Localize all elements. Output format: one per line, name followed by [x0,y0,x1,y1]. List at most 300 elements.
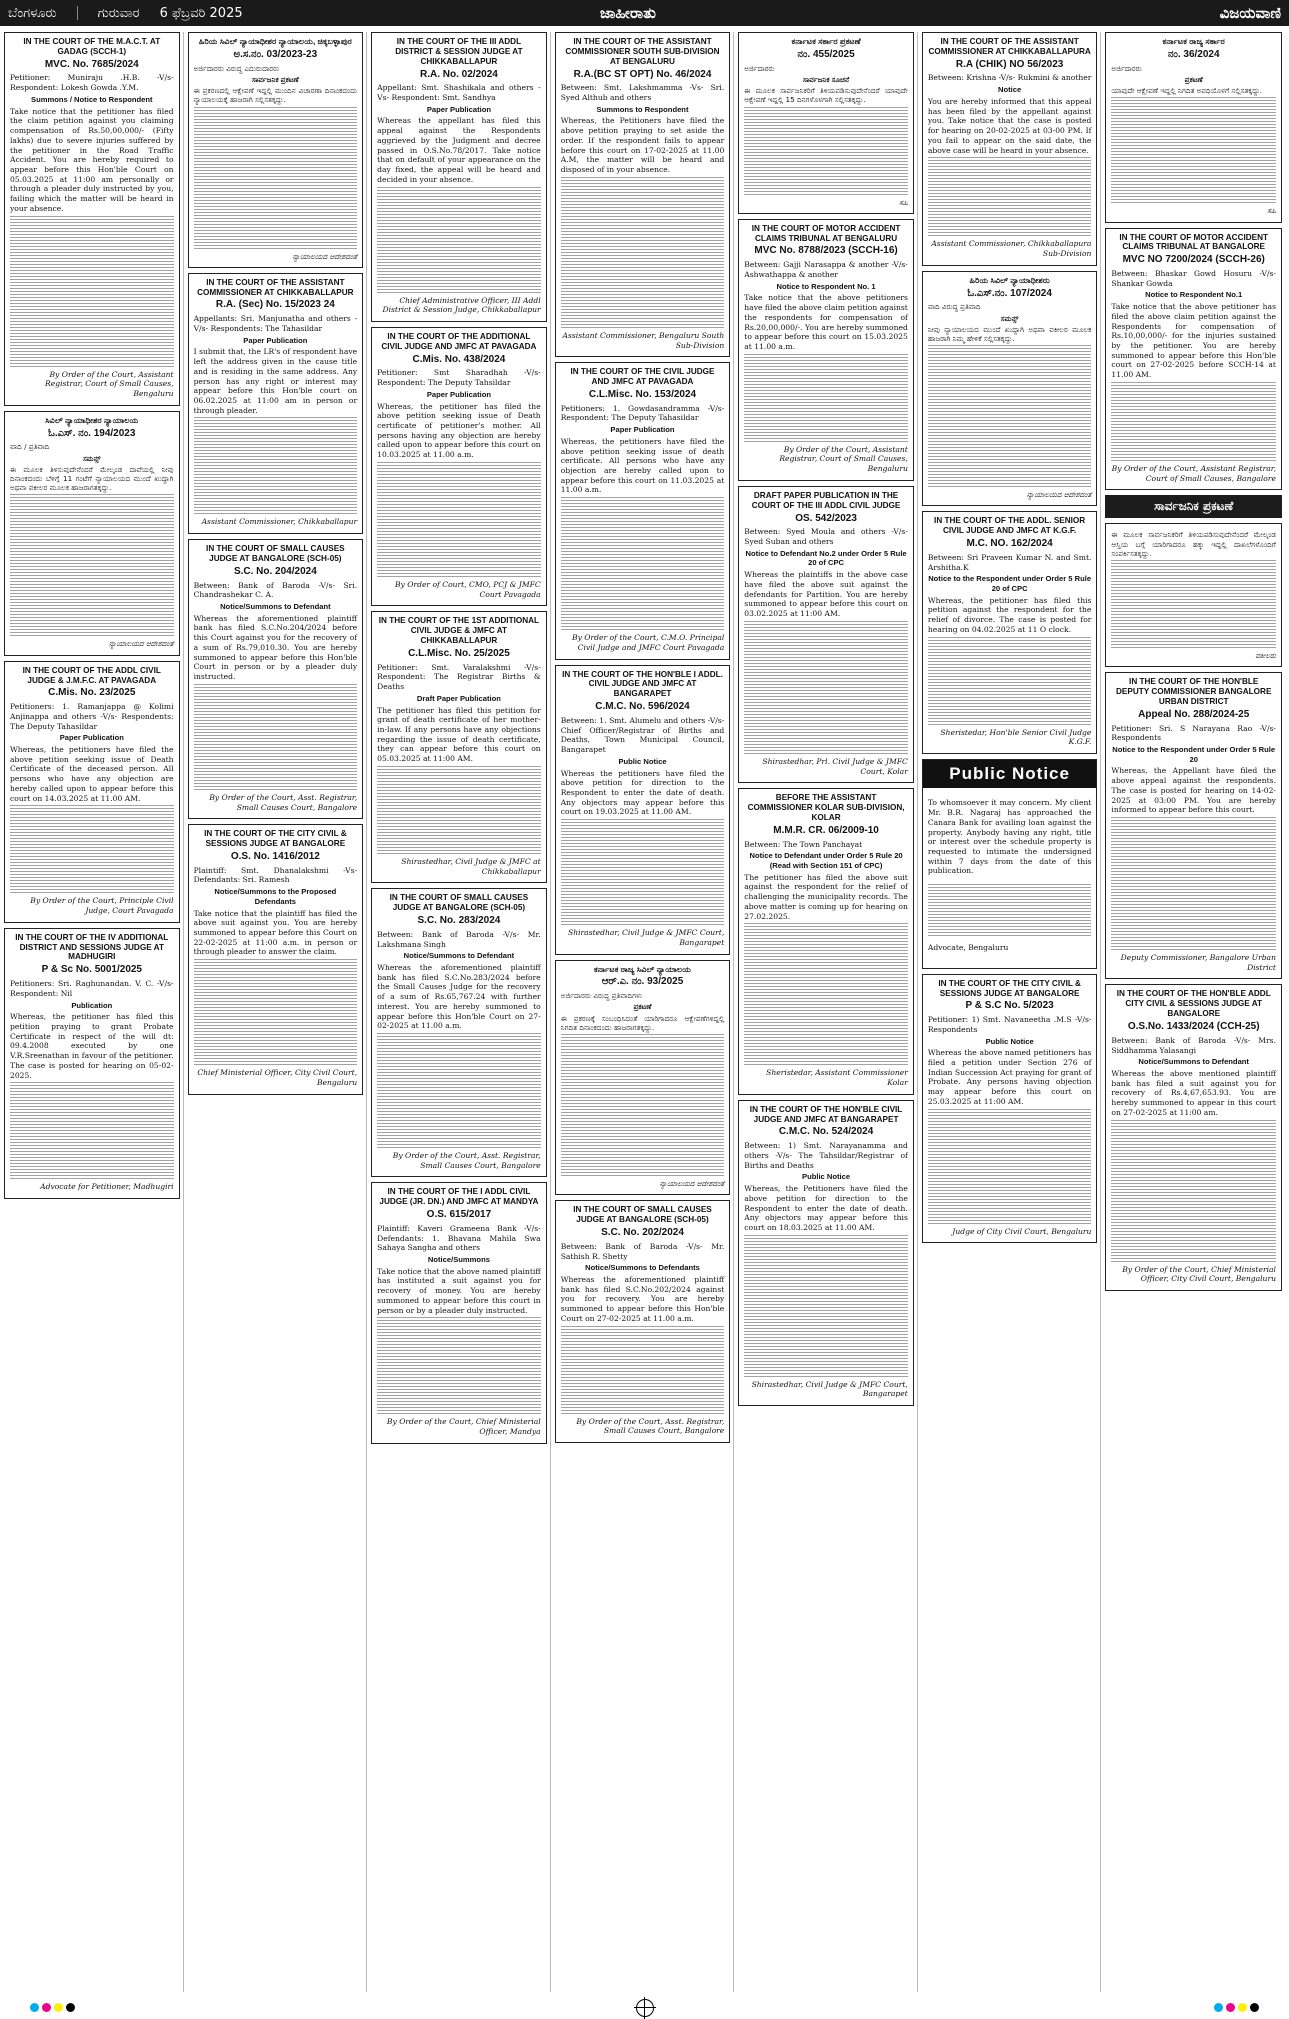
text-lines [744,1370,908,1377]
notice-parties: Petitioner: 1) Smt. Navaneetha .M.S -V/s- Respondents [927,1015,1092,1034]
text-lines [10,234,174,241]
notice-subject: Public Notice [802,1172,851,1182]
text-lines [10,297,174,304]
text-lines [377,1123,541,1130]
text-lines [744,693,908,700]
notice-parties: ಅರ್ಜಿದಾರರು ವಿರುದ್ಧ ಎದುರುದಾರರು [193,63,280,73]
text-lines [194,224,358,231]
text-lines [1111,1165,1276,1172]
text-lines [744,426,908,433]
text-lines [377,552,541,559]
notice-signature: By Order of the Court, Principle Civil Judge, Court Pavagada [30,896,174,916]
text-lines [561,1070,725,1077]
text-lines [377,462,541,469]
notice-box [1105,32,1282,223]
text-lines [561,1398,725,1405]
notice-case-number: Appeal No. 288/2024-25 [1138,708,1250,720]
notice-column [555,32,735,1992]
text-lines [377,1380,541,1387]
notice-parties: Between: Bank of Baroda -V/s- Mrs. Siddhamma Yalasangi [1111,1035,1276,1055]
text-lines [928,363,1092,370]
notice-box [555,665,731,955]
text-lines [561,524,725,531]
text-lines [928,1163,1092,1170]
text-lines [10,530,174,537]
text-lines [1111,1201,1276,1208]
text-lines [1111,835,1276,842]
text-lines [561,195,725,202]
text-lines [561,864,725,871]
notice-court-title: IN THE COURT OF THE ADDL. SENIOR CIVIL JUDGE AND JMFC AT K.G.F. [934,516,1086,536]
text-lines [10,225,174,232]
text-lines [1111,382,1276,389]
text-lines [928,911,1092,918]
notice-case-number: S.C. No. 283/2024 [417,914,501,926]
text-lines [1111,560,1276,567]
text-lines [744,1307,908,1314]
text-lines [928,220,1092,227]
text-lines [744,968,908,975]
notice-parties: Plaintiff: Kaveri Grameena Bank -V/s- Defendants: 1. Bhavana Mahila Swa Sahaya Sangha and others [377,1223,541,1253]
text-lines [561,506,725,513]
notice-parties: Appellants: Sri. Manjunatha and others -V/s- Respondents: The Tahasildar [193,314,358,333]
notice-box [738,788,914,1095]
text-lines [1111,1210,1276,1217]
text-lines [561,303,725,310]
notice-signature: By Order of the Court, Assistant Registrar, Court of Small Causes, Bengaluru [45,369,174,398]
notice-text: Whereas, the petitioner has filed the above petition seeking issue of Death certificate of petitioner's mother. All persons having any objection are hereby called upon to appear before this court on 10.03.2025 at 11.00 a.m. [377,401,541,460]
notice-parties: Between: Sri Praveen Kumar N. and Smt. Arshitha.K [927,552,1092,572]
text-lines [194,774,358,781]
text-lines [10,360,174,367]
notice-court-title: IN THE COURT OF THE ADDL CIVIL JUDGE & J.M.F.C. AT PAVAGADA [22,665,161,685]
text-lines [194,729,358,736]
notice-subject: ಸಾರ್ವಜನಿಕ ಪ್ರಕಟಣೆ [251,74,299,84]
notice-court-title: IN THE COURT OF THE HON'BLE DEPUTY COMMISSIONER BANGALORE URBAN DISTRICT [1115,677,1272,706]
text-lines [194,435,358,442]
text-lines [377,286,541,293]
text-lines [561,819,725,826]
text-lines [1111,178,1276,185]
text-lines [1111,1129,1276,1136]
text-lines [1111,1120,1276,1127]
notice-court-title: IN THE COURT OF THE III ADDL DISTRICT & SESSION JUDGE AT CHIKKABALLAPUR [395,37,523,66]
text-lines [744,1262,908,1269]
text-lines [561,285,725,292]
notice-case-number: M.C. NO. 162/2024 [966,538,1053,550]
text-lines [744,1022,908,1029]
text-lines [561,1097,725,1104]
notice-box [188,539,364,819]
notice-box [188,32,364,268]
notice-parties: Petitioners: Sri. Raghunandan. V. C. -V/s- Respondent: Nil [10,979,174,998]
text-lines [377,498,541,505]
text-lines [744,1031,908,1038]
text-lines [1111,907,1276,914]
text-lines [561,312,725,319]
text-lines [928,157,1092,164]
notice-parties: Between: Bhaskar Gowd Hosuru -V/s- Shankar Gowda [1111,269,1276,288]
text-lines [561,1344,725,1351]
text-lines [1111,196,1276,203]
notice-court-title: ಕರ್ನಾಟಕ ರಾಜ್ಯ ಸರ್ಕಾರ [1162,37,1225,46]
notice-case-number: C.M.C. No. 596/2024 [595,701,690,713]
text-lines [194,702,358,709]
text-lines [1111,1192,1276,1199]
notice-text: ಈ ಪ್ರಕರಣಕ್ಕೆ ಸಂಬಂಧಿಸಿದಂತೆ ಯಾರಿಗಾದರೂ ಆಕ್ಷೇಪಣೆಗಳಿದ್ದಲ್ಲಿ ನಿಗದಿತ ದಿನಾಂಕದಂದು ಹಾಜರಾಗತಕ್ಕದ್ದು. [560,1013,725,1032]
text-lines [194,711,358,718]
masthead-paper-name: ವಿಜಯವಾಣಿ [1219,4,1281,22]
text-lines [744,720,908,727]
text-lines [561,909,725,916]
text-lines [928,646,1092,653]
text-lines [10,1154,174,1161]
notice-parties: Petitioners: 1. Ramanjappa @ Kolimi Anjinappa and others -V/s- Respondents: The Deputy Tahasildar [10,702,174,731]
text-lines [10,1109,174,1116]
text-lines [928,444,1092,451]
text-lines [377,1069,541,1076]
notice-court-title: ಹಿರಿಯ ಸಿವಿಲ್ ನ್ಯಾಯಾಧೀಶರು [969,275,1050,285]
notice-signature: Assistant Commissioner, Bengaluru South Sub-Division [562,330,725,350]
notice-text: Whereas the above mentioned plaintiff bank has filed a suit against you for recovery of Rs.4,67,653.93. You are hereby summoned to appear in this court on 27-02-2025 at 11:00 am. [1111,1068,1276,1117]
notice-signature: Shirastedhar, Civil Judge & JMFC at Chikkaballapur [401,856,541,876]
text-lines [561,918,725,925]
notice-signature: By Order of the Court, Asst. Registrar, Small Causes Court, Bangalore [392,1150,541,1170]
text-lines [194,783,358,790]
notice-subject: ಸಾರ್ವಜನಿಕ ಸೂಚನೆ [802,74,850,84]
yellow-mark [54,2003,63,2012]
notice-subject: Paper Publication [610,425,675,435]
text-lines [744,179,908,186]
text-lines [744,621,908,628]
text-lines [928,211,1092,218]
notice-parties: ಅರ್ಜಿದಾರರು [744,63,775,73]
notice-parties: Petitioner: Sri. S Narayana Rao -V/s- Respondents [1111,723,1276,743]
text-lines [744,1244,908,1251]
text-lines [561,1353,725,1360]
text-lines [10,1163,174,1170]
text-lines [561,1371,725,1378]
text-lines [928,1181,1092,1188]
text-lines [377,543,541,550]
text-lines [561,276,725,283]
text-lines [561,551,725,558]
notice-text: Take notice that the above petitioner has filed the above claim petition against the Respondents for compensation of Rs.10,00,000/- for the injuries sustained by the petitioner. You are hereby summoned to appear before this Hon'ble court on 27-02-2025 before SCCH-14 at 11.00 AM. [1111,302,1276,380]
text-lines [10,539,174,546]
text-lines [1111,862,1276,869]
text-lines [561,1335,725,1342]
text-lines [194,134,358,141]
notice-box [371,327,547,606]
text-lines [744,390,908,397]
text-lines [1111,916,1276,923]
text-lines [928,480,1092,487]
text-lines [10,270,174,277]
text-lines [744,399,908,406]
yellow-mark [1238,2003,1247,2012]
notice-case-number: ಆರ್.ಎ. ನಂ. 93/2025 [601,976,684,988]
text-lines [561,1362,725,1369]
notice-signature: By Order of the Court, Chief Ministerial Officer, City Civil Court, Bengaluru [1122,1264,1276,1284]
notice-text: ಯಾವುದೇ ಆಕ್ಷೇಪಣೆ ಇದ್ದಲ್ಲಿ ನಿಗದಿತ ಅವಧಿಯೊಳಗೆ ಸಲ್ಲಿಸತಕ್ಕದ್ದು. [1111,86,1263,96]
notice-box [738,32,914,214]
section-banner: ಸಾರ್ವಜನಿಕ ಪ್ರಕಟಣೆ [1105,495,1282,518]
text-lines [1111,436,1276,443]
text-lines [377,847,541,854]
notice-subject: Public Notice [985,1036,1034,1046]
notice-case-number: C.L.Misc. No. 153/2024 [588,388,697,400]
text-lines [10,868,174,875]
notice-case-number: P & Sc No. 5001/2025 [41,964,142,976]
text-lines [10,611,174,618]
notice-parties: ಅರ್ಜಿದಾರರು ವಿರುದ್ಧ ಪ್ರತಿವಾದಿಗಳು [560,991,643,1001]
notice-court-title: ಕರ್ನಾಟಕ ಸರ್ಕಾರ ಪ್ರಕಟಣೆ [791,37,861,46]
text-lines [561,321,725,328]
text-lines [377,1078,541,1085]
notice-text: Whereas, the petitioners have filed the above petition seeking issue of death certificate. All persons who have any objection are hereby called upon to appear before this court on 11.03.2025 at 11.00 a.m. [560,436,725,495]
text-lines [744,1058,908,1065]
notice-text: ನೀವು ನ್ಯಾಯಾಲಯದ ಮುಂದೆ ಖುದ್ದಾಗಿ ಅಥವಾ ವಕೀಲರ ಮೂಲಕ ಹಾಜರಾಗಿ ನಿಮ್ಮ ಹೇಳಿಕೆ ಸಲ್ಲಿಸತಕ್ಕದ್ದು. [927,324,1092,343]
text-lines [1111,418,1276,425]
text-lines [377,241,541,248]
text-lines [1111,124,1276,131]
text-lines [744,152,908,159]
text-lines [928,202,1092,209]
text-lines [561,1133,725,1140]
text-lines [1111,925,1276,932]
text-lines [377,1326,541,1333]
text-lines [10,841,174,848]
notice-signature: Shirastedhar, Prl. Civil Judge & JMFC Court, Kolar [762,756,908,776]
notice-court-title: IN THE COURT OF MOTOR ACCIDENT CLAIMS TRIBUNAL AT BANGALORE [1119,232,1269,252]
notice-case-number: OS. 542/2023 [795,512,857,524]
notice-subject: Notice/Summons to Defendants [585,1263,700,1273]
notice-text: ಈ ಮೂಲಕ ಸಾರ್ವಜನಿಕರಿಗೆ ತಿಳಿಯಪಡಿಸುವುದೇನೆಂದರೆ ಮೇಲ್ಕಂಡ ಆಸ್ತಿಯ ಬಗ್ಗೆ ಯಾರಿಗಾದರೂ ಹಕ್ಕು ಇದ್ದಲ್ಲಿ ದಾಖಲೆಗಳೊಂದಿಗೆ ಸಂಪರ್ಕಿಸತಕ್ಕದ್ದು. [1111,530,1276,558]
text-lines [377,196,541,203]
text-lines [744,134,908,141]
notice-parties: Between: Syed Moula and others -V/s- Syed Suban and others [744,527,908,547]
notice-subject: Notice to Respondent No. 1 [776,281,876,291]
text-lines [928,1199,1092,1206]
text-lines [1111,1219,1276,1226]
notice-court-title: IN THE COURT OF THE M.A.C.T. AT GADAG (SCCH-1) [23,37,161,56]
notice-text: Whereas, the Appellant have filed the above appeal against the respondents. The case is posted for hearing on 14-02-2025 at 03:00 PM. You are hereby informed to appear before this court. [1111,766,1276,815]
notice-body [923,788,1097,964]
text-lines [928,408,1092,415]
notice-court-title: ಸಿವಿಲ್ ನ್ಯಾಯಾಧೀಶರ ನ್ಯಾಯಾಲಯ [45,415,139,425]
text-lines [1111,409,1276,416]
text-lines [10,261,174,268]
notice-text: You are hereby informed that this appeal has been filed by the appellant against you. Take notice that the case is posted for hearing on 20-02-2025 at 03-00 PM. If you fail to appear on the said date, the above case will be heard in your absence. [927,96,1092,155]
text-lines [377,1371,541,1378]
text-lines [1111,454,1276,461]
text-lines [1111,898,1276,905]
notice-box [555,32,731,357]
text-lines [928,700,1092,707]
notice-court-title: DRAFT PAPER PUBLICATION IN THE COURT OF THE III ADDL CIVIL JUDGE [751,490,901,510]
text-lines [561,1124,725,1131]
text-lines [194,720,358,727]
text-lines [744,381,908,388]
text-lines [10,805,174,812]
text-lines [561,1389,725,1396]
notice-column [738,32,918,1992]
notice-subject: Notice to Respondent No.1 [1145,290,1243,300]
notice-subject: Notice to the Respondent under Order 5 Rule 20 of CPC [928,574,1092,594]
text-lines [561,204,725,211]
notice-parties: Appellant: Smt. Shashikala and others -Vs- Respondent: Smt. Sandhya [377,83,541,103]
text-lines [928,691,1092,698]
text-lines [744,950,908,957]
text-lines [744,107,908,114]
text-lines [10,1136,174,1143]
notice-text: ಈ ಮೂಲಕ ತಿಳಿಸುವುದೇನೆಂದರೆ ಮೇಲ್ಕಂಡ ದಾವೆಯಲ್ಲಿ ನೀವು ದಿನಾಂಕದಂದು ಬೆಳಿಗ್ಗೆ 11 ಗಂಟೆಗೆ ನ್ಯಾಯಾಲಯದ ಮುಂದೆ ಖುದ್ದಾಗಿ ಅಥವಾ ವಕೀಲರ ಮೂಲಕ ಹಾಜರಾಗತಕ್ಕದ್ದು. [10,464,174,493]
text-lines [377,471,541,478]
notice-signature: Chief Ministerial Officer, City Civil Court, Bengaluru [197,1068,358,1087]
text-lines [1111,187,1276,194]
text-lines [194,462,358,469]
text-lines [561,1326,725,1333]
text-lines [744,702,908,709]
text-lines [744,630,908,637]
text-lines [377,480,541,487]
notice-box [1105,984,1282,1291]
notice-signature: Sheristedar, Assistant Commissioner Kolar [766,1068,908,1088]
text-lines [744,959,908,966]
notice-signature: By Order of the Court, Assistant Registrar, Court of Small Causes, Bangalore [1111,463,1276,483]
text-lines [561,614,725,621]
notice-signature: By Order of the Court, Asst. Registrar, Small Causes Court, Bangalore [209,792,358,812]
notice-text: Take notice that the above petitioners have filed the above claim petition against the respondents for compensation of Rs.20,00,000/-. You are hereby summoned to appear before this court on 15.03.2025 at 11.00 a.m. [744,293,908,351]
notice-box [738,219,914,481]
text-lines [928,902,1092,909]
notice-case-number: ಓ.ಎಸ್.ನಂ. 107/2024 [967,287,1052,299]
color-registration-marks-left [30,2003,75,2012]
text-lines [744,1343,908,1350]
text-lines [928,637,1092,644]
text-lines [928,417,1092,424]
text-lines [377,1096,541,1103]
notice-case-number: R.A. (Sec) No. 15/2023 24 [215,299,335,311]
text-lines [744,161,908,168]
text-lines [194,233,358,240]
text-lines [377,232,541,239]
text-lines [561,1052,725,1059]
crop-registration-mark [636,1999,654,2017]
text-lines [194,684,358,691]
notice-parties: Between: Krishna -V/s- Rukmini & another [927,73,1092,83]
text-lines [1111,115,1276,122]
text-lines [1111,160,1276,167]
notice-signature: Advocate, Bengaluru [927,943,1009,953]
text-lines [377,1389,541,1396]
text-lines [1111,1255,1276,1262]
notice-case-number: O.S. No. 1416/2012 [230,850,320,862]
notice-case-number: C.L.Misc. No. 25/2025 [408,647,510,659]
text-lines [561,882,725,889]
notice-signature: ಸಹಿ [899,197,908,207]
text-lines [744,738,908,745]
notice-parties: Petitioner: Smt. Varalakshmi -V/s- Respondent: The Registrar Births & Deaths [377,662,541,692]
text-lines [194,959,358,966]
text-lines [10,1082,174,1089]
notice-parties: Between: Bank of Baroda -V/s- Mr. Sathish R. Shetty [560,1241,725,1261]
text-lines [194,206,358,213]
notice-case-number: R.A (CHIK) NO 56/2023 [955,58,1064,70]
notice-case-number: R.A.(BC ST OPT) No. 46/2024 [573,68,712,80]
text-lines [561,623,725,630]
magenta-mark [42,2003,51,2012]
notice-signature: Assistant Commissioner, Chikkaballapur [201,517,358,527]
text-lines [1111,169,1276,176]
text-lines [1111,142,1276,149]
text-lines [10,288,174,295]
text-lines [561,1380,725,1387]
text-lines [561,1115,725,1122]
text-lines [194,242,358,249]
notice-text: Whereas, the petitioner has filed this petition against the respondent for the relief of divorce. The case is posted for hearing on 04.02.2025 at 11 O clock. [927,595,1092,634]
notice-court-title: IN THE COURT OF THE HON'BLE ADDL CITY CIVIL & SESSIONS JUDGE AT BANGALORE [1116,989,1271,1019]
notice-court-title: IN THE COURT OF THE ASSISTANT COMMISSIONER SOUTH SUB-DIVISION AT BENGALURU [565,37,720,66]
cyan-mark [30,2003,39,2012]
text-lines [928,453,1092,460]
text-lines [744,1280,908,1287]
notice-case-number: MVC NO 7200/2024 (SCCH-26) [1122,254,1265,266]
text-lines [377,1060,541,1067]
text-lines [561,569,725,576]
text-lines [194,170,358,177]
text-lines [377,1398,541,1405]
black-mark [1250,2003,1259,2012]
text-lines [1111,596,1276,603]
text-lines [744,188,908,195]
text-lines [561,587,725,594]
text-lines [928,462,1092,469]
notice-parties: Between: Bank of Baroda -V/s- Sri. Chandrashekar C. A. [193,580,358,600]
notice-case-number: MVC. No. 7685/2024 [44,58,139,70]
text-lines [561,497,725,504]
text-lines [194,1022,358,1029]
text-lines [377,1033,541,1040]
text-lines [928,1208,1092,1215]
text-lines [194,143,358,150]
text-lines [744,116,908,123]
notice-text: Whereas the appellant has filed this appeal against the Respondents aggrieved by the Judgment and decree passed in O.S.No.78/2017. Take notice that on default of your appearance on the day fixed, the appeal will be heard and decided in your absence. [377,116,541,184]
notice-signature: By Order of the Court, Chief Ministerial Officer, Mandya [386,1417,541,1437]
notice-text: The petitioner has filed this petition for grant of death certificate of her mother-in-law. If any persons have any objections regarding the issue of death certificate, they can appear before this court on 05.03.2025 at 11:00 AM. [377,705,541,764]
notice-box [371,1182,547,1443]
text-lines [377,507,541,514]
text-lines [928,193,1092,200]
notice-column [188,32,368,1992]
text-lines [561,533,725,540]
black-mark [66,2003,75,2012]
text-lines [194,426,358,433]
color-registration-marks-right [1214,2003,1259,2012]
magenta-mark [1226,2003,1235,2012]
text-lines [194,498,358,505]
notice-text: Whereas the plaintiffs in the above case have filed the above suit against the defendants for Partition. You are hereby summoned to appear before this court on 03.02.2025 at 11:00 AM. [744,570,908,619]
notice-text: Whereas, the Petitioners have filed the above petition praying to set aside the order. If the respondent fails to appear before this court on 17-02-2025 at 11.00 A.M, the matter will be heard and disposed of in your absence. [560,116,725,175]
text-lines [1111,614,1276,621]
notice-text: Whereas, the Petitioners have filed the above petition for direction to the Respondent to enter the date of death. Any objectors may appear before this court on 18.03.2025 at 11.00 AM. [744,1184,908,1232]
notice-box [922,271,1098,507]
notice-case-number: R.A. No. 02/2024 [420,68,498,80]
text-lines [10,351,174,358]
text-lines [561,900,725,907]
notice-parties: Between: 1) Smt. Narayanamma and others -V/s- The Tahsildar/Registrar of Births and Deaths [744,1141,908,1170]
text-lines [194,1004,358,1011]
